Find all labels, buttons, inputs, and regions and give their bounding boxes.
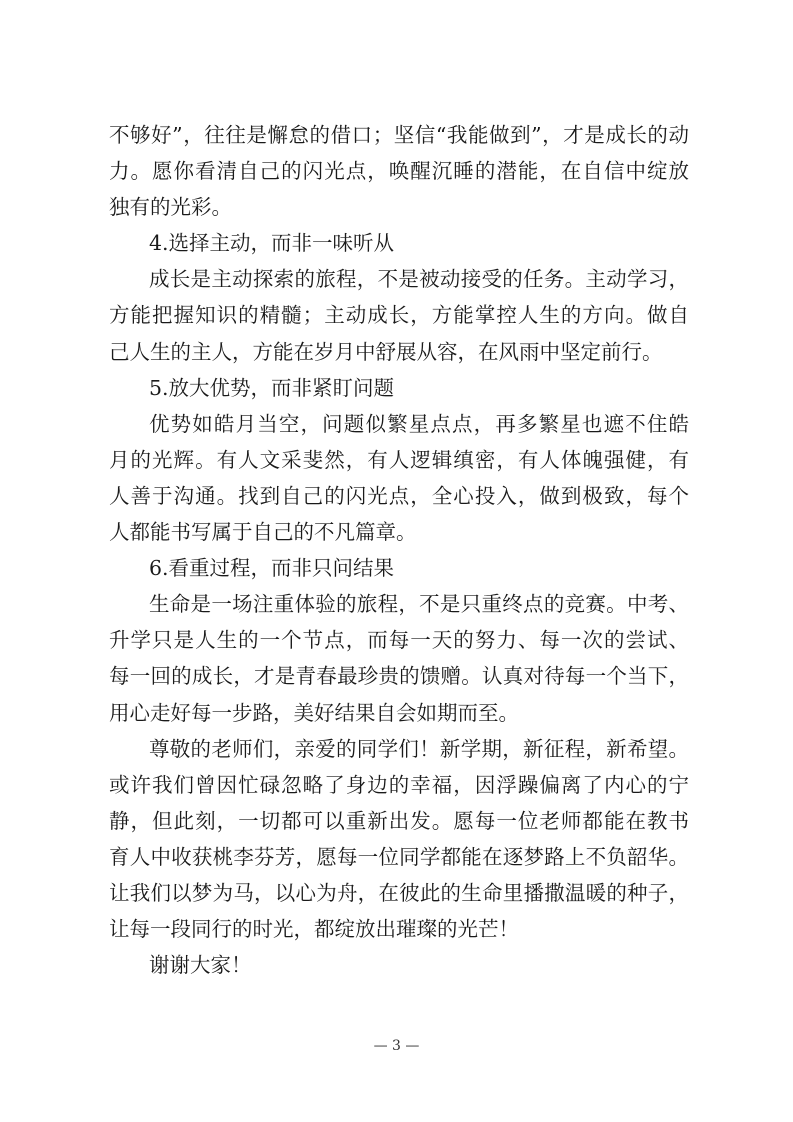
text-line: 独有的光彩。 [109,195,232,220]
text-line: 月的光辉。有人文采斐然，有人逻辑缜密，有人体魄强健，有 [109,447,689,472]
text-line: 不够好”，往往是懈怠的借口；坚信“我能做到”，才是成长的动 [109,123,689,147]
text-line: 优势如皓月当空，问题似繁星点点，再多繁星也遮不住皓 [149,411,689,436]
page-number: — 3 — [373,1038,420,1054]
section-heading [109,225,689,261]
heading-line: 5.放大优势，而非紧盯问题 [149,375,395,400]
text-line: 每一回的成长，才是青春最珍贵的馈赠。认真对待每一个当下， [109,664,689,689]
text-line: 让每一段同行的时光，都绽放出璀璨的光芒！ [109,917,519,942]
paragraph [109,586,689,730]
text-line: 人都能书写属于自己的不凡篇章。 [109,520,417,545]
text-line: 成长是主动探索的旅程，不是被动接受的任务。主动学习， [149,267,689,292]
text-line: 方能把握知识的精髓；主动成长，方能掌控人生的方向。做自 [109,303,689,328]
paragraph [109,947,689,983]
text-line: 谢谢大家！ [149,953,252,978]
section-heading [109,550,689,586]
paragraph [109,261,689,369]
paragraph [109,731,689,948]
section-heading [109,370,689,406]
heading-line: 4.选择主动，而非一味听从 [149,231,395,256]
text-line: 力。愿你看清自己的闪光点，唤醒沉睡的潜能，在自信中绽放 [109,159,689,184]
text-line: 用心走好每一步路，美好结果自会如期而至。 [109,700,519,725]
paragraph [109,406,689,550]
text-line: 生命是一场注重体验的旅程，不是只重终点的竞赛。中考、 [149,592,689,617]
document-body [109,117,689,983]
text-line: 让我们以梦为马，以心为舟，在彼此的生命里播撒温暖的种子， [109,880,689,905]
text-line: 人善于沟通。找到自己的闪光点，全心投入，做到极致，每个 [109,483,689,508]
text-line: 尊敬的老师们，亲爱的同学们！新学期，新征程，新希望。 [149,736,689,761]
text-line: 育人中收获桃李芬芳，愿每一位同学都能在逐梦路上不负韶华。 [109,844,689,869]
heading-line: 6.看重过程，而非只问结果 [149,556,395,581]
text-line: 静，但此刻，一切都可以重新出发。愿每一位老师都能在教书 [109,808,689,833]
paragraph [109,117,689,225]
text-line: 己人生的主人，方能在岁月中舒展从容，在风雨中坚定前行。 [109,339,663,364]
text-line: 升学只是人生的一个节点，而每一天的努力、每一次的尝试、 [109,628,689,653]
text-line: 或许我们曾因忙碌忽略了身边的幸福，因浮躁偏离了内心的宁 [109,772,689,797]
